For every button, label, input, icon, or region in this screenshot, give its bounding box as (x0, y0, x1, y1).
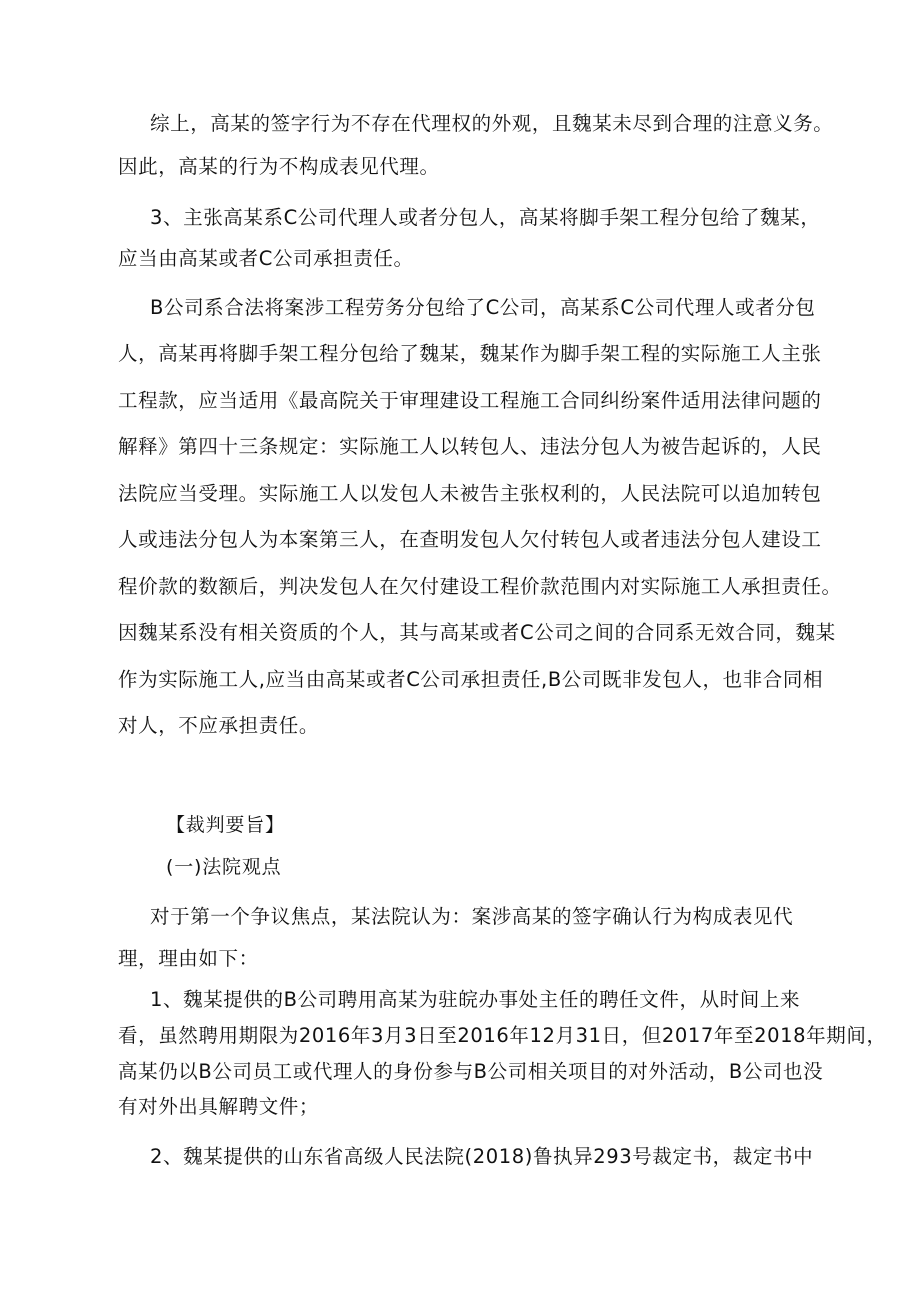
text-line: 2、魏某提供的山东省高级人民法院(2018)鲁执异293号裁定书，裁定书中 (150, 1145, 814, 1168)
text-line: 3、主张高某系C公司代理人或者分包人，高某将脚手架工程分包给了魏某， (150, 206, 821, 229)
text-line: 程价款的数额后，判决发包人在欠付建设工程价款范围内对实际施工人承担责任。 (118, 575, 842, 598)
text-line: 解释》第四十三条规定：实际施工人以转包人、违法分包人为被告起诉的，人民 (118, 435, 822, 458)
text-line: 理，理由如下： (118, 947, 259, 970)
text-line: 有对外出具解聘文件； (118, 1095, 320, 1118)
text-line: 因此，高某的行为不构成表见代理。 (118, 155, 440, 178)
text-line: B公司系合法将案涉工程劳务分包给了C公司，高某系C公司代理人或者分包 (150, 296, 816, 319)
text-line: 因魏某系没有相关资质的个人，其与高某或者C公司之间的合同系无效合同，魏某 (118, 621, 836, 644)
text-line: 高某仍以B公司员工或代理人的身份参与B公司相关项目的对外活动，B公司也没 (118, 1060, 824, 1083)
text-line: 法院应当受理。实际施工人以发包人未被告主张权利的，人民法院可以追加转包 (118, 482, 822, 505)
text-line: 人，高某再将脚手架工程分包给了魏某，魏某作为脚手架工程的实际施工人主张 (118, 342, 822, 365)
text-line: 应当由高某或者C公司承担责任。 (118, 247, 414, 270)
text-line: 作为实际施工人,应当由高某或者C公司承担责任,B公司既非发包人，也非合同相 (118, 668, 824, 691)
text-line: 对人，不应承担责任。 (118, 714, 320, 737)
text-line: 看，虽然聘用期限为2016年3月3日至2016年12月31日，但2017年至2018年期间， (118, 1024, 887, 1047)
text-line: 综上，高某的签字行为不存在代理权的外观，且魏某未尽到合理的注意义务。 (150, 112, 834, 135)
text-line: 1、魏某提供的B公司聘用高某为驻皖办事处主任的聘任文件，从时间上来 (150, 988, 801, 1011)
text-line: 工程款，应当适用《最高院关于审理建设工程施工合同纠纷案件适用法律问题的 (118, 389, 822, 412)
text-line: 对于第一个争议焦点，某法院认为：案涉高某的签字确认行为构成表见代 (150, 905, 794, 928)
text-line: 人或违法分包人为本案第三人，在查明发包人欠付转包人或者违法分包人建设工 (118, 528, 822, 551)
section-heading: 【裁判要旨】 (166, 814, 285, 836)
subsection-heading: (一)法院观点 (166, 856, 282, 878)
